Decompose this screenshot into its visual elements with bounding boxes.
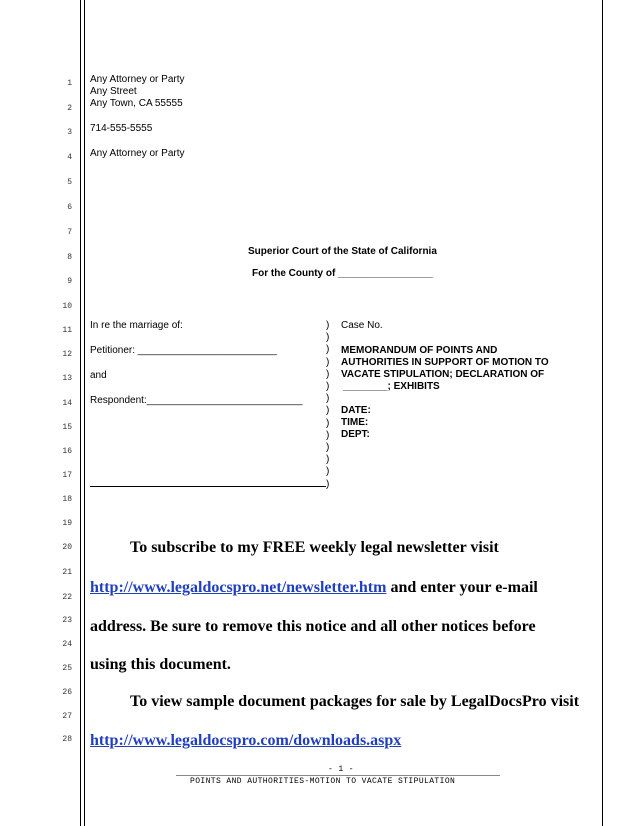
doc-title-line-3: VACATE STIPULATION; DECLARATION OF — [341, 369, 545, 380]
hearing-date: DATE: — [341, 405, 371, 416]
line-number: 22 — [62, 593, 72, 602]
line-number: 10 — [62, 302, 72, 311]
line-number: 5 — [67, 178, 72, 187]
caption-bottom-rule — [90, 486, 326, 487]
attorney-name: Any Attorney or Party — [90, 74, 185, 85]
line-number: 24 — [62, 640, 72, 649]
court-name: Superior Court of the State of California — [248, 246, 437, 257]
doc-title-line-2: AUTHORITIES IN SUPPORT OF MOTION TO — [341, 357, 549, 368]
line-number: 26 — [62, 688, 72, 697]
line-number: 14 — [62, 399, 72, 408]
line-number: 19 — [62, 519, 72, 528]
line-number: 12 — [62, 350, 72, 359]
footer-title: POINTS AND AUTHORITIES-MOTION TO VACATE STIPULATION — [190, 777, 456, 786]
attorney-street: Any Street — [90, 86, 137, 97]
caption-paren: ) — [326, 368, 330, 380]
attorney-phone: 714-555-5555 — [90, 123, 153, 134]
caption-and: and — [90, 370, 107, 381]
hearing-time: TIME: — [341, 417, 369, 428]
attorney-for: Any Attorney or Party — [90, 148, 185, 159]
footer-rule — [176, 775, 500, 776]
line-number: 21 — [62, 568, 72, 577]
footer-page-number: - 1 - — [328, 765, 355, 774]
attorney-city: Any Town, CA 55555 — [90, 98, 183, 109]
notice-line-1: To subscribe to my FREE weekly legal newsletter visit — [130, 539, 499, 556]
line-number: 7 — [67, 228, 72, 237]
caption-respondent: Respondent:____________________________ — [90, 395, 303, 406]
line-number: 28 — [62, 735, 72, 744]
hearing-dept: DEPT: — [341, 429, 370, 440]
caption-paren: ) — [326, 429, 330, 441]
line-number: 17 — [62, 471, 72, 480]
caption-paren: ) — [326, 478, 330, 490]
caption-paren: ) — [326, 454, 330, 466]
notice-line-5: To view sample document packages for sale by LegalDocsPro visit — [130, 693, 580, 710]
line-number: 25 — [62, 664, 72, 673]
caption-paren: ) — [326, 417, 330, 429]
line-number: 3 — [67, 128, 72, 137]
line-number: 9 — [67, 277, 72, 286]
caption-paren: ) — [326, 356, 330, 368]
left-margin-rule-outer — [80, 0, 81, 826]
line-number: 23 — [62, 616, 72, 625]
caption-paren: ) — [326, 344, 330, 356]
caption-paren: ) — [326, 320, 330, 331]
notice-line-2 — [90, 578, 538, 598]
line-number: 20 — [62, 543, 72, 552]
notice-line-2-rest: and enter your e-mail — [386, 579, 538, 596]
left-margin-rule-inner — [84, 0, 85, 826]
caption-paren: ) — [326, 381, 330, 392]
line-number: 15 — [62, 423, 72, 432]
line-number: 6 — [67, 203, 72, 212]
line-number: 11 — [62, 326, 72, 335]
line-number: 1 — [67, 79, 72, 88]
caption-paren: ) — [326, 405, 330, 417]
line-number: 4 — [67, 153, 72, 162]
doc-title-line-1: MEMORANDUM OF POINTS AND — [341, 345, 498, 356]
doc-title-line-4: ________; EXHIBITS — [343, 381, 440, 392]
line-number: 8 — [67, 253, 72, 262]
caption-paren: ) — [326, 393, 330, 405]
right-margin-rule — [602, 0, 603, 826]
downloads-link[interactable]: http://www.legaldocspro.com/downloads.aspx — [90, 732, 402, 749]
caption-petitioner: Petitioner: _________________________ — [90, 345, 277, 356]
line-number: 16 — [62, 447, 72, 456]
caption-paren: ) — [326, 466, 330, 478]
line-number: 13 — [62, 374, 72, 383]
caption-marriage: In re the marriage of: — [90, 320, 183, 331]
notice-line-3: address. Be sure to remove this notice and all other notices before — [90, 618, 536, 635]
caption-paren: ) — [326, 442, 330, 453]
line-number: 18 — [62, 495, 72, 504]
court-county: For the County of _________________ — [252, 268, 433, 279]
newsletter-link[interactable]: http://www.legaldocspro.net/newsletter.htm — [90, 579, 387, 596]
downloads-link-line — [90, 731, 401, 751]
notice-line-4: using this document. — [90, 656, 231, 673]
caption-paren: ) — [326, 332, 330, 344]
line-number: 2 — [67, 104, 72, 113]
case-number: Case No. — [341, 320, 383, 331]
line-number: 27 — [62, 712, 72, 721]
